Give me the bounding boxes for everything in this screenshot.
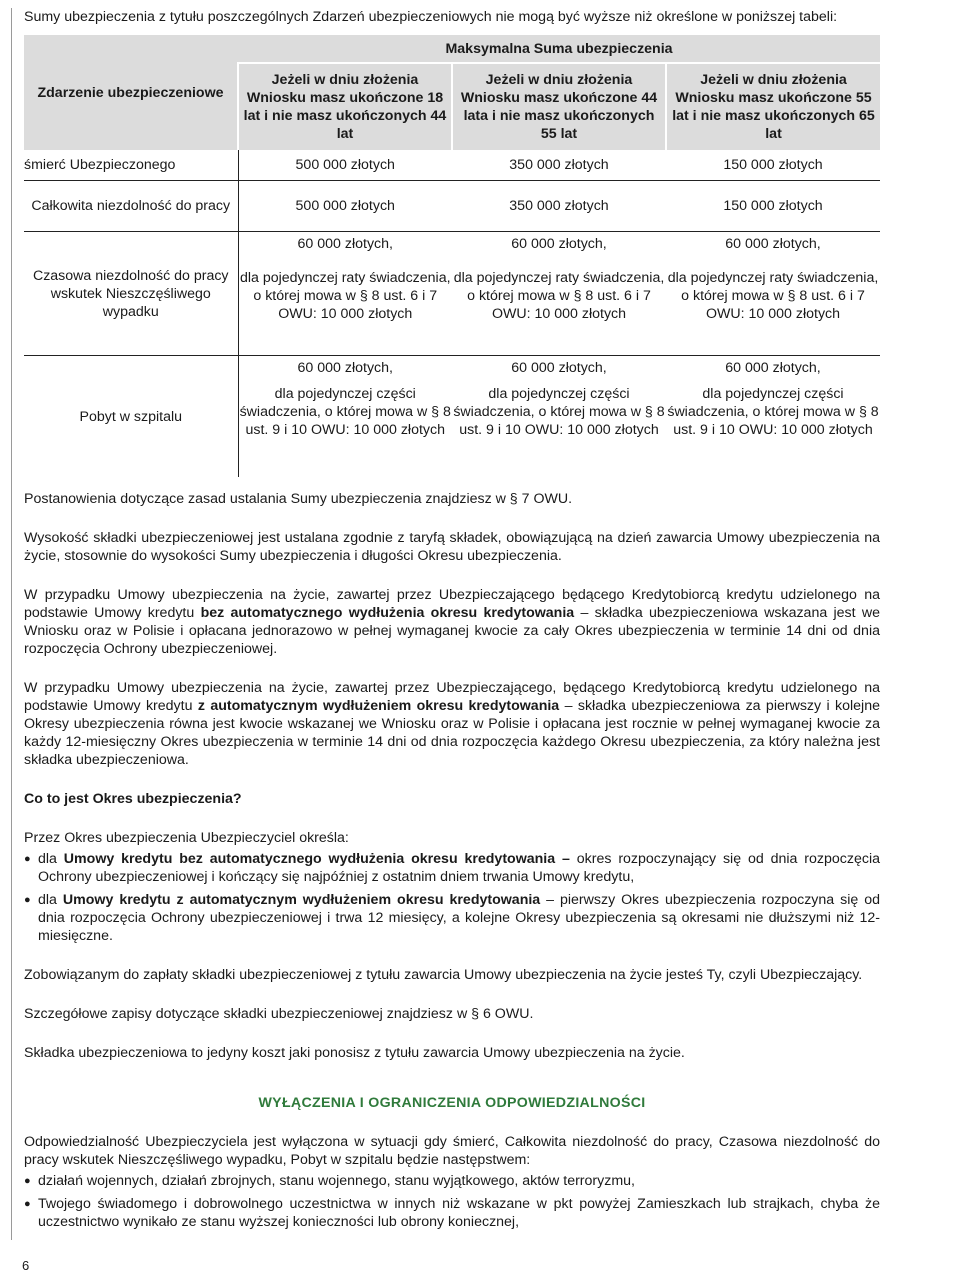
row-label-temporary-disability: Czasowa niezdolność do pracy wskutek Nieszczęśliwego wypadku xyxy=(24,232,238,356)
paragraph-period-def: Przez Okres ubezpieczenia Ubezpieczyciel określa: xyxy=(24,830,349,846)
cell-main: 60 000 złotych, xyxy=(511,236,607,252)
question-heading: Co to jest Okres ubezpieczenia? xyxy=(24,791,242,807)
paragraph-annual-premium: W przypadku Umowy ubezpieczenia na życie, zawartej przez Ubezpieczającego, będącego Kredytobiorcą kredytu udzielonego na podstawie Umowy kredytu z automatycznym wydłużeniem okresu kredytowania – składka ubezpieczeniowa za pierwszy i kolejne Okresy ubezpieczenia równa jest kwocie wskazanej we Wniosku oraz w Polisie i opłacana jest rocznie w pełnej wymaganej kwocie za każdy 12-miesięczny Okres ubezpieczenia w terminie 14 dni od dnia rozpoczęcia każdego Okresu ubezpieczenia, za który należna jest składka ubezpieczeniowa. xyxy=(24,680,880,768)
paragraph-sum-rules: Postanowienia dotyczące zasad ustalania Sumy ubezpieczenia znajdziesz w § 7 OWU. xyxy=(24,491,573,507)
header-age-55-65: Jeżeli w dniu złożenia Wniosku masz ukończone 55 lat i nie masz ukończonych 65 lat xyxy=(666,63,880,150)
header-max-sum: Maksymalna Suma ubezpieczenia xyxy=(238,35,880,63)
cell-note: dla pojedynczej raty świadczenia, o której mowa w § 8 ust. 6 i 7 OWU: 10 000 złotych xyxy=(667,270,879,322)
paragraph-premium-amount: Wysokość składki ubezpieczeniowej jest ustalana zgodnie z taryfą składek, obowiązującą na dzień zawarcia Umowy ubezpieczenia na życie, stosownie do wysokości Sumy ubezpieczenia i długości Okresu ubezpieczenia. xyxy=(24,530,880,564)
table-row xyxy=(24,356,880,478)
paragraph-exclusions: Odpowiedzialność Ubezpieczyciela jest wyłączona w sytuacji gdy śmierć, Całkowita niezdolność do pracy, Czasowa niezdolność do pracy wskutek Nieszczęśliwego wypadku, Pobyt w szpitalu będzie następstwem: xyxy=(24,1134,880,1168)
cell-main: 60 000 złotych, xyxy=(725,360,821,376)
cell-value xyxy=(238,356,452,478)
paragraph-obligated: Zobowiązanym do zapłaty składki ubezpieczeniowej z tytułu zawarcia Umowy ubezpieczenia na życie jesteś Ty, czyli Ubezpieczający. xyxy=(24,967,863,983)
cell-value: 150 000 złotych xyxy=(666,150,880,181)
paragraph-single-premium: W przypadku Umowy ubezpieczenia na życie, zawartej przez Ubezpieczającego będącego Kredytobiorcą kredytu udzielonego na podstawie Umowy kredytu bez automatycznego wydłużenia okresu kredytowania – składka ubezpieczeniowa wskazana jest we Wniosku oraz w Polisie i opłacana jednorazowo w pełnej wymaganej kwocie za cały Okres ubezpieczenia w terminie 14 dni od dnia rozpoczęcia Ochrony ubezpieczeniowej. xyxy=(24,587,881,657)
section-title: WYŁĄCZENIA I OGRANICZENIA ODPOWIEDZIALNOŚCI xyxy=(258,1095,646,1111)
cell-note: dla pojedynczej raty świadczenia, o której mowa w § 8 ust. 6 i 7 OWU: 10 000 złotych xyxy=(453,270,665,322)
intro-text: Sumy ubezpieczenia z tytułu poszczególnych Zdarzeń ubezpieczeniowych nie mogą być wyższe niż określone w poniższej tabeli: xyxy=(24,9,838,25)
list-item: ● działań wojennych, działań zbrojnych, stanu wojennego, stanu wyjątkowego, aktów terroryzmu, xyxy=(24,1172,880,1190)
cell-value: 350 000 złotych xyxy=(452,150,666,181)
list-item: ● dla Umowy kredytu z automatycznym wydłużeniem okresu kredytowania – pierwszy Okres ubezpieczenia rozpoczyna się od dnia rozpoczęcia Ochrony ubezpieczeniowej i trwa 12 miesięcy, a kolejne Okresy ubezpieczenia są okresami nie dłuższymi niż 12-miesięczne. xyxy=(24,891,880,945)
row-label-death: śmierć Ubezpieczonego xyxy=(24,150,238,181)
cell-value xyxy=(666,232,880,356)
sum-table xyxy=(24,35,880,477)
cell-note: dla pojedynczej części świadczenia, o której mowa w § 8 ust. 9 i 10 OWU: 10 000 złotych xyxy=(239,386,451,438)
cell-main: 60 000 złotych, xyxy=(297,360,393,376)
cell-main: 60 000 złotych, xyxy=(297,236,393,252)
row-label-hospital: Pobyt w szpitalu xyxy=(24,356,238,478)
cell-value: 500 000 złotych xyxy=(238,181,452,232)
cell-value xyxy=(666,356,880,478)
margin-rule xyxy=(11,8,12,1240)
table-row xyxy=(24,181,880,232)
header-age-44-55: Jeżeli w dniu złożenia Wniosku masz ukończone 44 lata i nie masz ukończonych 55 lat xyxy=(452,63,666,150)
exclusions-list xyxy=(24,1172,880,1231)
page-number: 6 xyxy=(22,1258,30,1273)
table-row xyxy=(24,150,880,181)
row-label-total-disability: Całkowita niezdolność do pracy xyxy=(24,181,238,232)
cell-value: 500 000 złotych xyxy=(238,150,452,181)
header-age-18-44: Jeżeli w dniu złożenia Wniosku masz ukończone 18 lat i nie masz ukończonych 44 lat xyxy=(238,63,452,150)
paragraph-details: Szczegółowe zapisy dotyczące składki ubezpieczeniowej znajdziesz w § 6 OWU. xyxy=(24,1006,534,1022)
list-item: ● Twojego świadomego i dobrowolnego uczestnictwa w innych niż wskazane w pkt powyżej Zamieszkach lub strajkach, chyba że uczestnictwo wynikało ze stanu wyższej konieczności lub obrony koniecznej, xyxy=(24,1195,880,1231)
paragraph-only-cost: Składka ubezpieczeniowa to jedyny koszt jaki ponosisz z tytułu zawarcia Umowy ubezpieczenia na życie. xyxy=(24,1045,685,1061)
cell-value xyxy=(452,356,666,478)
cell-note: dla pojedynczej części świadczenia, o której mowa w § 8 ust. 9 i 10 OWU: 10 000 złotych xyxy=(453,386,665,438)
page-content xyxy=(24,8,880,1236)
cell-main: 60 000 złotych, xyxy=(511,360,607,376)
cell-main: 60 000 złotych, xyxy=(725,236,821,252)
cell-value xyxy=(452,232,666,356)
cell-value: 350 000 złotych xyxy=(452,181,666,232)
cell-value xyxy=(238,232,452,356)
cell-note: dla pojedynczej raty świadczenia, o której mowa w § 8 ust. 6 i 7 OWU: 10 000 złotych xyxy=(239,270,451,322)
list-item: ● dla Umowy kredytu bez automatycznego wydłużenia okresu kredytowania – okres rozpoczynający się od dnia rozpoczęcia Ochrony ubezpieczeniowej i kończący się najpóźniej z ostatnim dniem trwania Umowy kredytu, xyxy=(24,850,880,886)
header-event: Zdarzenie ubezpieczeniowe xyxy=(24,35,238,150)
cell-value: 150 000 złotych xyxy=(666,181,880,232)
cell-note: dla pojedynczej części świadczenia, o której mowa w § 8 ust. 9 i 10 OWU: 10 000 złotych xyxy=(667,386,879,438)
period-list xyxy=(24,850,880,945)
table-row xyxy=(24,232,880,356)
